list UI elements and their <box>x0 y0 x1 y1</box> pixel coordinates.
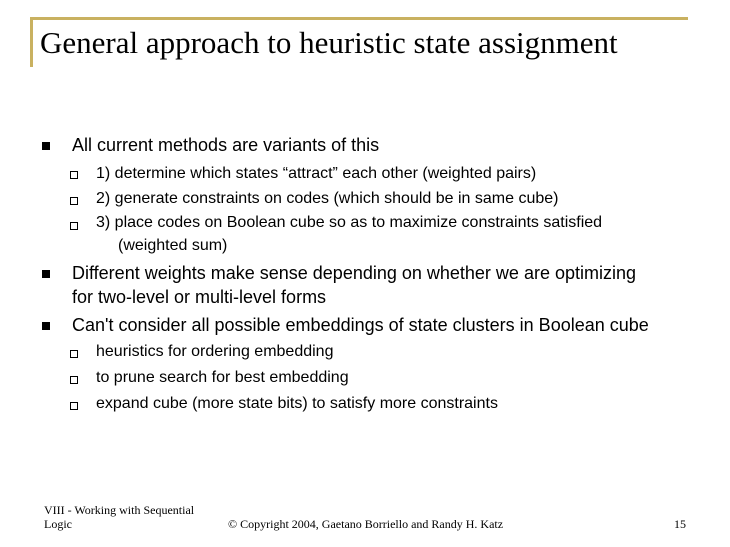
sub-bullet-1-1: 1) determine which states “attract” each other (weighted pairs) <box>96 165 537 182</box>
sub-bullet-1-2: 2) generate constraints on codes (which should be in same cube) <box>96 190 559 207</box>
bullet-1-text: All current methods are variants of this <box>72 135 380 155</box>
bullet-2-text: Different weights make sense depending on whether we are optimizing <box>72 263 636 283</box>
hollow-square-bullet-icon <box>70 402 78 410</box>
hollow-square-bullet-icon <box>70 350 78 358</box>
square-bullet-icon <box>42 270 50 278</box>
sub-bullet-3-1: heuristics for ordering embedding <box>96 343 334 360</box>
hollow-square-bullet-icon <box>70 197 78 205</box>
footer-copyright: © Copyright 2004, Gaetano Borriello and Randy H. Katz <box>228 517 504 531</box>
title-rule-top <box>30 17 688 20</box>
title-rule-left <box>30 17 33 67</box>
bullet-2-continuation: for two-level or multi-level forms <box>72 287 327 307</box>
bullet-3-text: Can't consider all possible embeddings of state clusters in Boolean cube <box>72 315 649 335</box>
hollow-square-bullet-icon <box>70 222 78 230</box>
slide-title: General approach to heuristic state assignment <box>40 25 618 60</box>
footer-course-line-2: Logic <box>44 517 72 531</box>
hollow-square-bullet-icon <box>70 171 78 179</box>
hollow-square-bullet-icon <box>70 376 78 384</box>
sub-bullet-1-3-continuation: (weighted sum) <box>118 237 228 254</box>
page-number: 15 <box>674 517 686 531</box>
footer-course-line-1: VIII - Working with Sequential <box>44 503 195 517</box>
square-bullet-icon <box>42 322 50 330</box>
sub-bullet-3-3: expand cube (more state bits) to satisfy more constraints <box>96 395 498 412</box>
sub-bullet-1-3: 3) place codes on Boolean cube so as to maximize constraints satisfied <box>96 214 603 231</box>
square-bullet-icon <box>42 142 50 150</box>
sub-bullet-3-2: to prune search for best embedding <box>96 369 349 386</box>
